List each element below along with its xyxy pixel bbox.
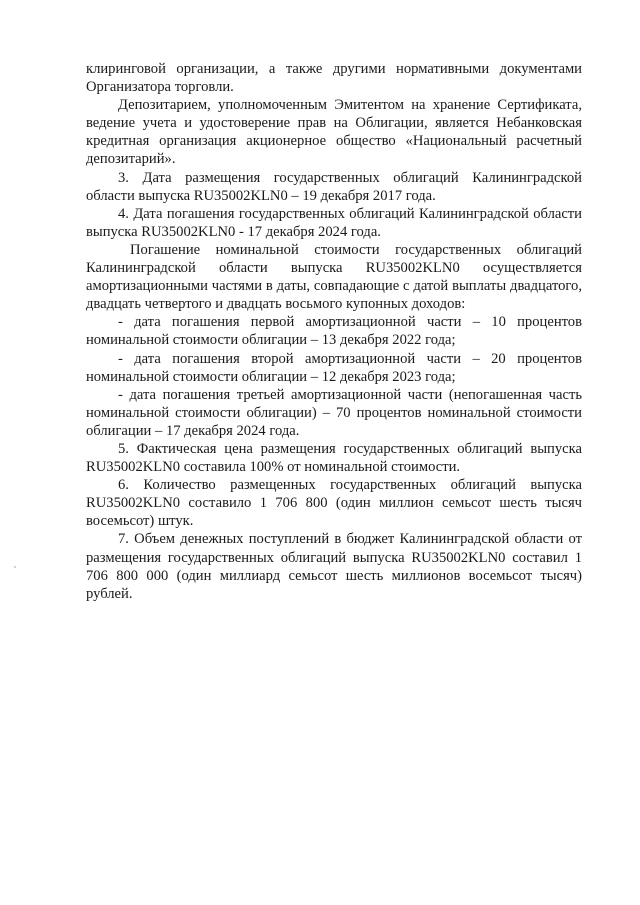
list-item-third-amortization: - дата погашения третьей амортизационной части (непогашенная часть номинальной стоимости облигации) – 70 процентов номинальной стоимости облигации – 17 декабря 2024 года. bbox=[86, 386, 582, 439]
paragraph-bond-quantity: 6. Количество размещенных государственных облигаций выпуска RU35002KLN0 составило 1 706 800 (один миллион семьсот шесть тысяч восемьсот) штук. bbox=[86, 477, 582, 530]
paragraph-clearing-continuation: клиринговой организации, а также другими нормативными документами Организатора торговли. bbox=[86, 61, 582, 96]
scan-artifact-dot bbox=[14, 566, 16, 568]
paragraph-budget-proceeds: 7. Объем денежных поступлений в бюджет Калининградской области от размещения государственных облигаций выпуска RU35002KLN0 составил 1 706 800 000 (один миллиард семьсот шесть миллионов восемьсот тысяч) рублей. bbox=[86, 531, 582, 602]
paragraph-maturity-date: 4. Дата погашения государственных облигаций Калининградской области выпуска RU35002KLN0 - 17 декабря 2024 года. bbox=[86, 205, 582, 240]
paragraph-actual-price: 5. Фактическая цена размещения государственных облигаций выпуска RU35002KLN0 составила 100% от номинальной стоимости. bbox=[86, 440, 582, 476]
list-item-second-amortization: - дата погашения второй амортизационной части – 20 процентов номинальной стоимости облигации – 12 декабря 2023 года; bbox=[86, 350, 582, 385]
list-item-first-amortization: - дата погашения первой амортизационной части – 10 процентов номинальной стоимости облигации – 13 декабря 2022 года; bbox=[86, 314, 582, 349]
paragraph-placement-date: 3. Дата размещения государственных облигаций Калининградской области выпуска RU35002KLN0 – 19 декабря 2017 года. bbox=[86, 169, 582, 204]
paragraph-amortization-intro: Погашение номинальной стоимости государственных облигаций Калининградской области выпуска RU35002KLN0 осуществляется амортизационными частями в даты, совпадающие с датой выплаты двадцатого, двадцать четвертого и двадцать восьмого купонных доходов: bbox=[86, 241, 582, 313]
document-body bbox=[86, 60, 582, 603]
paragraph-depository: Депозитарием, уполномоченным Эмитентом на хранение Сертификата, ведение учета и удостоверение прав на Облигации, является Небанковская кредитная организация акционерное общество «Национальный расчетный депозитарий». bbox=[86, 97, 582, 168]
